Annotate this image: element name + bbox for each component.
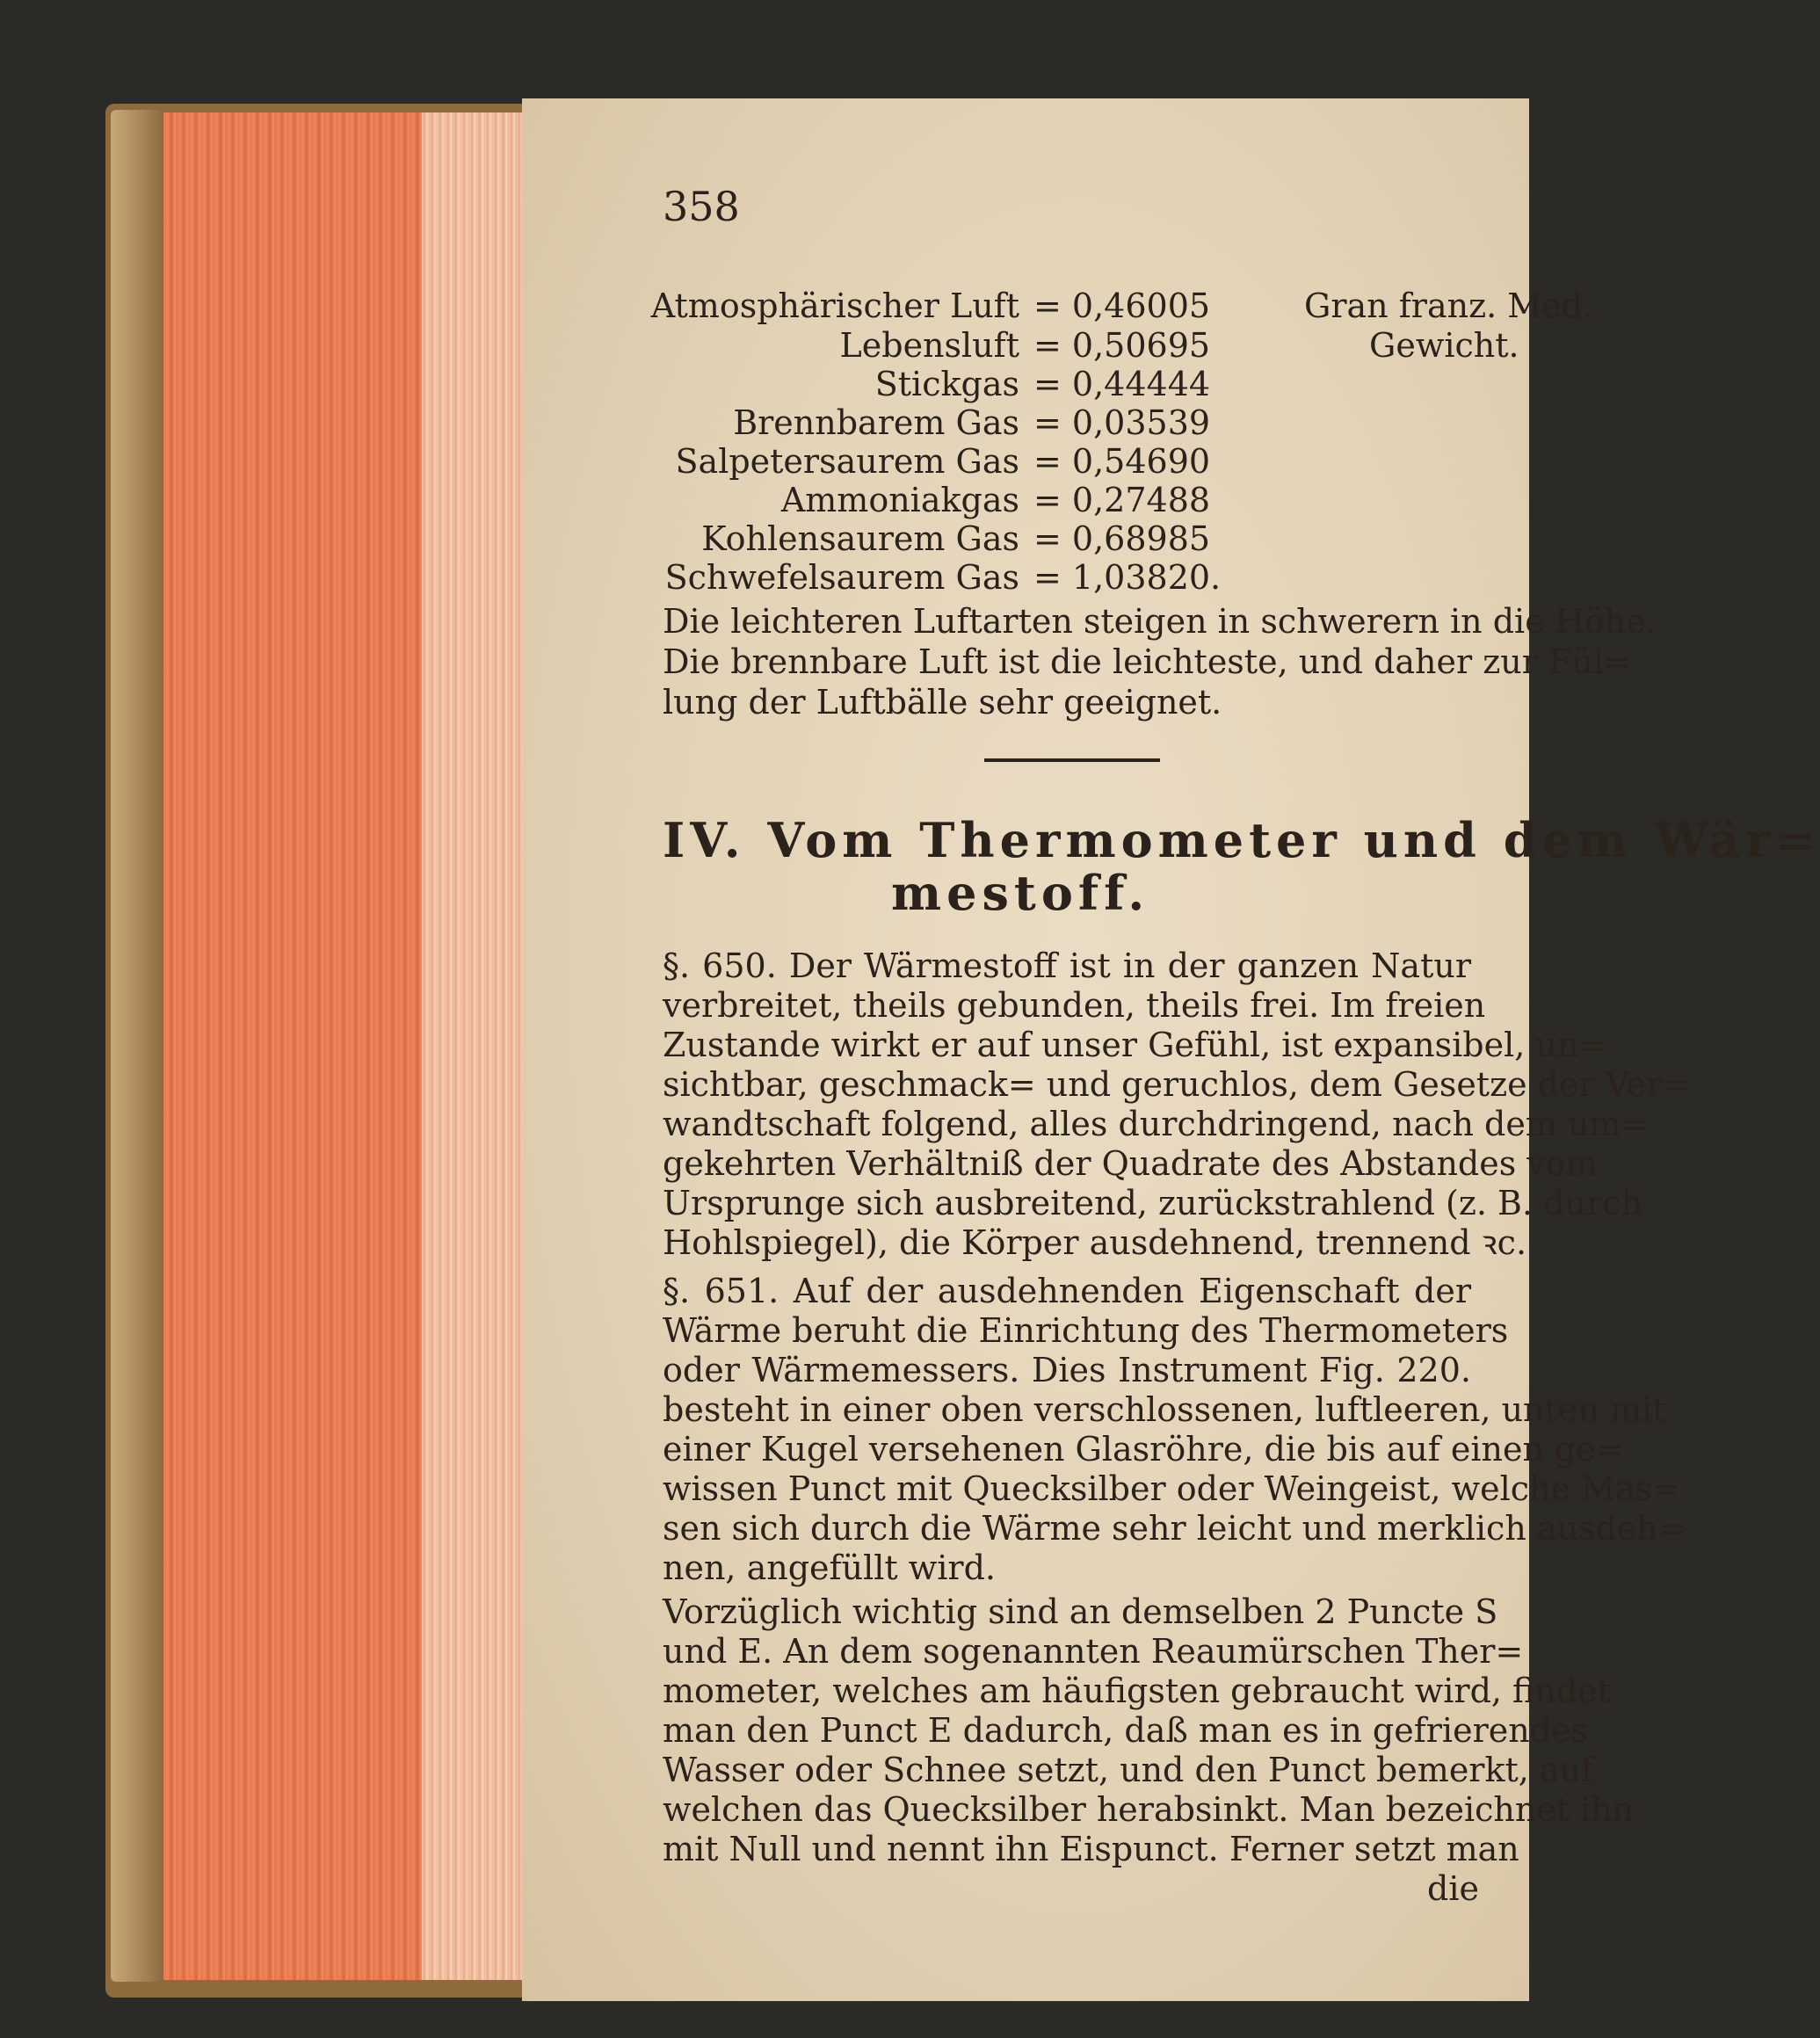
text-line: man den Punct E dadurch, daß man es in gefrierendes xyxy=(663,1711,1589,1750)
gas-value: = 1,03820. xyxy=(1033,558,1222,597)
gas-label: Schwefelsaurem Gas xyxy=(664,558,1019,597)
text-line: verbreitet, theils gebunden, theils frei. Im freien xyxy=(663,986,1486,1025)
text-line: Wasser oder Schnee setzt, und den Punct bemerkt, auf xyxy=(663,1751,1594,1789)
text-line: sichtbar, geschmack= und geruchlos, dem Gesetze der Ver= xyxy=(663,1065,1691,1104)
text-line: sen sich durch die Wärme sehr leicht und merklich ausdeh= xyxy=(663,1509,1686,1548)
text-line: Die brennbare Luft ist die leichteste, und daher zur Fül= xyxy=(663,642,1632,681)
text-line: wissen Punct mit Quecksilber oder Weingeist, welche Mas= xyxy=(663,1469,1680,1508)
gas-label: Salpetersaurem Gas xyxy=(675,442,1019,481)
text-line: nen, angefüllt wird. xyxy=(663,1548,996,1587)
gas-label: Atmosphärischer Luft xyxy=(650,286,1019,325)
text-line: gekehrten Verhältniß der Quadrate des Abstandes vom xyxy=(663,1144,1598,1183)
text-line: Die leichteren Luftarten steigen in schwerern in die Höhe. xyxy=(663,602,1657,641)
gas-value: = 0,50695 xyxy=(1033,326,1211,365)
text-line: oder Wärmemessers. Dies Instrument Fig. 220. xyxy=(663,1351,1471,1389)
text-line: mit Null und nennt ihn Eispunct. Ferner setzt man xyxy=(663,1830,1519,1868)
catchword: die xyxy=(1427,1869,1479,1908)
book-page xyxy=(522,98,1820,2001)
book-spine xyxy=(111,110,163,1982)
gas-value: = 0,03539 xyxy=(1033,403,1211,442)
text-line: und E. An dem sogenannten Reaumürschen Ther= xyxy=(663,1632,1524,1671)
gas-label: Brennbarem Gas xyxy=(733,403,1019,442)
text-line: Vorzüglich wichtig sind an demselben 2 Puncte S xyxy=(663,1592,1498,1631)
section-heading-continued: mestoff. xyxy=(891,865,1150,921)
gas-label: Lebensluft xyxy=(839,326,1019,365)
gas-label: Stickgas xyxy=(874,365,1019,403)
text-line: einer Kugel versehenen Glasröhre, die bis auf einen ge= xyxy=(663,1430,1624,1469)
text-line: lung der Luftbälle sehr geeignet. xyxy=(663,683,1222,722)
gas-unit: Gewicht. xyxy=(1369,326,1519,365)
text-line: §. 651. Auf der ausdehnenden Eigenschaft der xyxy=(663,1272,1471,1310)
text-line: Hohlspiegel), die Körper ausdehnend, trennend ꝛc. xyxy=(663,1223,1527,1262)
gas-label: Ammoniakgas xyxy=(780,481,1019,519)
text-line: Ursprunge sich ausbreitend, zurückstrahlend (z. B. durch xyxy=(663,1184,1642,1222)
page-edge-leaves xyxy=(422,112,522,1980)
text-line: welchen das Quecksilber herabsinkt. Man bezeichnet ihn xyxy=(663,1790,1635,1829)
gas-value: = 0,68985 xyxy=(1033,519,1211,558)
gas-value: = 0,46005 xyxy=(1033,286,1211,325)
page-number: 358 xyxy=(663,183,740,230)
gas-value: = 0,27488 xyxy=(1033,481,1211,519)
section-divider xyxy=(984,758,1160,762)
section-heading: IV. Vom Thermometer und dem Wär= xyxy=(663,812,1820,868)
text-line: Wärme beruht die Einrichtung des Thermometers xyxy=(663,1311,1509,1350)
gas-value: = 0,54690 xyxy=(1033,442,1211,481)
text-line: Zustande wirkt er auf unser Gefühl, ist expansibel, un= xyxy=(663,1026,1607,1064)
text-line: besteht in einer oben verschlossenen, luftleeren, unten mit xyxy=(663,1390,1666,1429)
text-line: wandtschaft folgend, alles durchdringend, nach dem um= xyxy=(663,1105,1650,1143)
gas-value: = 0,44444 xyxy=(1033,365,1211,403)
text-line: §. 650. Der Wärmestoff ist in der ganzen Natur xyxy=(663,946,1471,985)
gas-unit: Gran franz. Med. xyxy=(1304,286,1594,325)
gas-label: Kohlensaurem Gas xyxy=(701,519,1019,558)
text-line: mometer, welches am häufigsten gebraucht wird, findet xyxy=(663,1672,1611,1710)
